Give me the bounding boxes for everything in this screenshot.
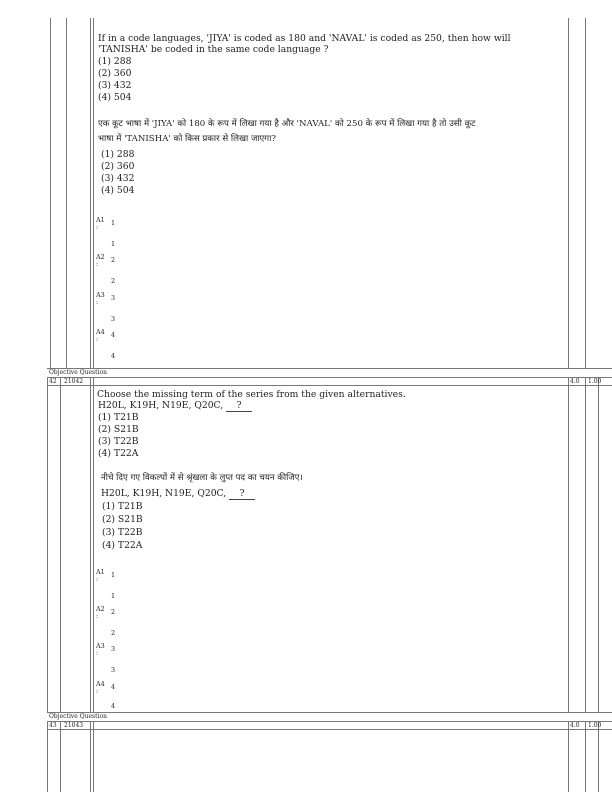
answer-value: 1 xyxy=(111,219,116,227)
question-id: 21042 xyxy=(64,378,84,385)
answer-under: 4 xyxy=(111,352,116,360)
option: (4) T22A xyxy=(98,448,139,459)
option: (2) 360 xyxy=(98,68,132,79)
question-negative-marks: 1.00 xyxy=(588,378,602,385)
answer-label: A4 xyxy=(96,328,105,336)
answer-under: 4 xyxy=(111,702,116,710)
answer-under: 3 xyxy=(111,666,116,674)
grid-line xyxy=(585,721,586,792)
answer-value: 3 xyxy=(111,294,116,302)
question-number: 42 xyxy=(49,378,57,385)
option: (4) T22A xyxy=(102,540,143,551)
question-text-en: 'TANISHA' be coded in the same code language ? xyxy=(98,44,329,55)
grid-line xyxy=(60,721,61,792)
option: (1) T21B xyxy=(98,412,139,423)
answer-colon: : xyxy=(96,688,99,695)
question-id: 21043 xyxy=(64,722,84,729)
question-series-en xyxy=(98,400,252,412)
series-terms: H20L, K19H, N19E, Q20C, xyxy=(98,400,224,411)
answer-colon: : xyxy=(96,576,99,583)
answer-colon: : xyxy=(96,299,99,306)
option: (3) T22B xyxy=(102,527,143,538)
option: (4) 504 xyxy=(98,92,132,103)
answer-value: 4 xyxy=(111,683,116,691)
grid-line xyxy=(47,377,612,378)
grid-line xyxy=(60,377,61,712)
question-negative-marks: 1.00 xyxy=(588,722,602,729)
grid-line xyxy=(47,729,612,730)
grid-line xyxy=(585,18,586,368)
answer-colon: : xyxy=(96,224,99,231)
question-text-hi: नीचे दिए गए विकल्पों में से श्रृंखला के लुप्त पद का चयन कीजिए। xyxy=(101,473,303,483)
option: (2) S21B xyxy=(102,514,143,525)
answer-value: 1 xyxy=(111,571,116,579)
question-marks: 4.0 xyxy=(570,722,580,729)
series-blank: ? xyxy=(229,488,255,500)
answer-label: A3 xyxy=(96,291,105,299)
section-label: Objective Question xyxy=(49,713,107,720)
question-series-hi xyxy=(101,488,255,500)
answer-under: 2 xyxy=(111,629,116,637)
grid-line xyxy=(47,712,612,713)
grid-line xyxy=(598,377,599,712)
grid-line xyxy=(598,721,599,792)
answer-under: 2 xyxy=(111,277,116,285)
option: (1) T21B xyxy=(102,501,143,512)
section-label: Objective Question xyxy=(49,369,107,376)
answer-label: A2 xyxy=(96,605,105,613)
answer-colon: : xyxy=(96,336,99,343)
answer-value: 3 xyxy=(111,645,116,653)
answer-label: A3 xyxy=(96,642,105,650)
grid-line xyxy=(93,377,94,712)
series-blank: ? xyxy=(226,400,252,412)
answer-label: A4 xyxy=(96,680,105,688)
question-number: 43 xyxy=(49,722,57,729)
option: (1) 288 xyxy=(98,56,132,67)
grid-line xyxy=(47,368,612,369)
option: (3) 432 xyxy=(101,173,135,184)
grid-line xyxy=(47,721,612,722)
option: (4) 504 xyxy=(101,185,135,196)
grid-line xyxy=(568,18,569,368)
answer-under: 1 xyxy=(111,592,116,600)
grid-line xyxy=(47,385,612,386)
grid-line xyxy=(90,721,91,792)
series-terms: H20L, K19H, N19E, Q20C, xyxy=(101,488,227,499)
question-text-en: If in a code languages, 'JIYA' is coded as 180 and 'NAVAL' is coded as 250, then how will xyxy=(98,33,511,44)
grid-line xyxy=(90,377,91,712)
answer-label: A1 xyxy=(96,216,105,224)
option: (1) 288 xyxy=(101,149,135,160)
answer-value: 2 xyxy=(111,608,116,616)
answer-colon: : xyxy=(96,650,99,657)
option: (2) 360 xyxy=(101,161,135,172)
answer-value: 4 xyxy=(111,331,116,339)
grid-line xyxy=(66,18,67,368)
question-text-hi: भाषा में 'TANISHA' को किस प्रकार से लिखा जाएगा? xyxy=(98,134,276,144)
grid-line xyxy=(585,377,586,712)
answer-label: A2 xyxy=(96,253,105,261)
grid-line xyxy=(93,18,94,368)
question-text-hi: एक कूट भाषा में 'JIYA' को 180 के रूप में लिखा गया है और 'NAVAL' को 250 के रूप में लिखा गया है तो उसी कूट xyxy=(98,119,476,129)
option: (3) T22B xyxy=(98,436,139,447)
answer-under: 3 xyxy=(111,315,116,323)
option: (3) 432 xyxy=(98,80,132,91)
option: (2) S21B xyxy=(98,424,139,435)
grid-line xyxy=(90,18,91,368)
grid-line xyxy=(568,721,569,792)
answer-under: 1 xyxy=(111,240,116,248)
grid-line xyxy=(568,377,569,712)
grid-line xyxy=(50,18,51,368)
answer-colon: : xyxy=(96,261,99,268)
question-text-en: Choose the missing term of the series from the given alternatives. xyxy=(97,389,406,400)
grid-line xyxy=(47,377,48,712)
answer-colon: : xyxy=(96,613,99,620)
answer-label: A1 xyxy=(96,568,105,576)
answer-value: 2 xyxy=(111,256,116,264)
question-marks: 4.0 xyxy=(570,378,580,385)
grid-line xyxy=(93,721,94,792)
grid-line xyxy=(47,721,48,792)
